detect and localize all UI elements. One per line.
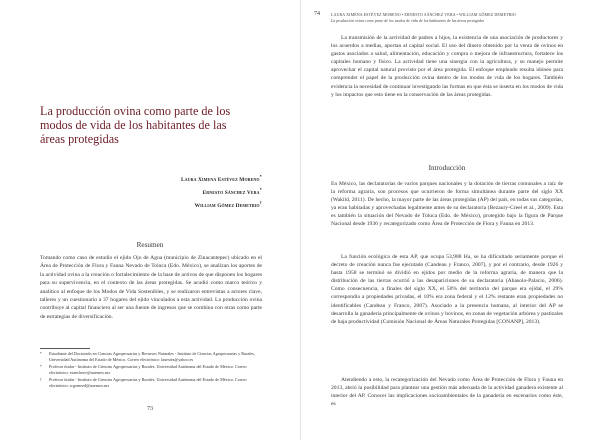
footnote-marker: † <box>259 200 262 206</box>
running-head-title: La producción ovina como parte de los modos de vida de los habitantes de las áreas protegidas <box>331 18 485 23</box>
page-number: 73 <box>147 406 153 412</box>
abstract-text: Tomando como caso de estudio el ejido Ojo de Agua (municipio de Zinacantepec) ubicado en el Área de Protección de Flora y Fauna Nevado de Toluca (Edo. México), se analizan los aportes de la actividad ovina a la creación o fortalecimiento de la base de activos de que disponen los hogares para su supervivencia, en el contexto de las áreas protegidas. Se acudió como marco teórico y analítico al enfoque de los Modos de Vida Sostenibles, y se realizaron entrevistas a actores clave, talleres y un cuestionario a 37 hogares del ejido vinculados a esta actividad. La producción ovina contribuye al capital financiero al ser una fuente de ingresos que se combina con otras como parte de estrategias de diversificación. <box>40 255 262 320</box>
article-title: La producción ovina como parte de los modos de vida de los habitantes de las áreas protegidas <box>40 104 231 146</box>
footnote <box>40 377 262 389</box>
body-paragraph: En México, las declaratorias de varios parques nacionales y la dotación de tierras comunales a raíz de la reforma agraria, son procesos que ocurrieron de forma simultánea durante parte del siglo XX (Wakild, 2011). De hecho, la mayor parte de las áreas protegidas (AP) del país, en todas sus categorías, ya eran habitadas y aprovechadas legalmente antes de su declaratoria (Bezaury-Creel et al., 2009). Esta es también la situación del Nevado de Toluca (Edo. de México), protegido bajo la figura de Parque Nacional desde 1936 y recategorizado como Área de Protección de Flora y Fauna en 2013. <box>331 181 563 228</box>
footnote-marker: * <box>259 187 262 193</box>
footnote-text: Estudiante del Doctorado en Ciencias Agropecuarias y Recursos Naturales - Instituto de Ciencias Agropecuarias y Rurales, Universidad Autónoma del Estado de México. Correo electrónico: lauestez@yahoo.es <box>49 351 256 362</box>
footnote-text: Profesor titular - Instituto de Ciencias Agropecuarias y Rurales, Universidad Autónoma del Estado de México. Correo electrónico: wgomezd@uaemex.mx <box>49 377 247 388</box>
footnote-text: Profesor titular - Instituto de Ciencias Agropecuarias y Rurales, Universidad Autónoma del Estado de México. Correo electrónico: esanchezv@uaemex.mx <box>49 364 247 375</box>
running-head-authors: LAURA XIMENA ESTÉVEZ MORENO • ERNESTO SÁNCHEZ VERA • WILLIAM GÓMEZ DEMETRIO <box>331 11 516 17</box>
footnote-rule <box>40 348 90 349</box>
body-paragraph: La función ecológica de esta AP, que ocupa 53,988 Ha, se ha dificultado seriamente porque el decreto de creación nunca fue ejecutado (Candeau y Franco, 2007), y por el contrario, desde 1926 y hasta 1958 se terminó se dividió en ejidos por medio de la reforma agraria, de manera que la distribución de las tierras ocurrió a las desapariciones de su declaratoria (Abasolo-Palacio, 2006). Como consecuencia, a finales del siglo XX, el 50% del territorio del parque era ejidal, el 29% correspondía a propiedades privadas, el 10% era zona federal y el 12% restante eran propiedades no identificables (Candeau y Franco, 2007). Asociado a la presencia humana, al interior del AP se desarrolla la ganadería principalmente de ovinos y bovinos, en zonas de vegetación arbórea y pastizales de baja productividad (Comisión Nacional de Áreas Naturales Protegidas [CONANP], 2013). <box>331 254 563 325</box>
footnote-mark: † <box>40 378 42 382</box>
footnote <box>40 364 262 376</box>
body-paragraph: La transmisión de la actividad de padres a hijos, la existencia de una asociación de productores y los acuerdos a medias, aportan al capital social. El uso del dinero obtenido por la venta de ovinos en gastos asociados a salud, alimentación, educación y compra o mejora de infraestructura, fortalece los capitales humano y físico. La actividad tiene una sinergia con la agricultura, y su manejo permite aprovechar el capital natural provisto por el área protegida. El enfoque empleado resulta idóneo para comprender el papel de la producción ovina dentro de los modos de vida de los hogares. También evidencia la necesidad de continuar investigando las formas en que ésta se inserta en los modos de vida y los impactos que esto tiene en la conservación de las áreas protegidas. <box>331 35 563 98</box>
author-line <box>181 198 262 211</box>
body-paragraph: Atendiendo a esto, la recategorización del Nevado como Área de Protección de Flora y Fauna en 2013, abrió la posibilidad para plantear una gestión más adecuada de la actividad ganadera existente al interior del AP. Conocer las implicaciones socioambientales de la ganadería en escenarios como éste, es <box>331 377 563 408</box>
author-line <box>181 172 262 185</box>
author-name: Laura Ximena Estévez Moreno <box>180 176 260 183</box>
abstract-heading: Resumen <box>136 241 164 249</box>
author-name: William Gómez Demetrio <box>194 203 260 210</box>
page-number: 74 <box>314 11 320 17</box>
right-page <box>300 0 600 440</box>
author-line <box>181 185 262 198</box>
section-heading: Introducción <box>428 164 466 172</box>
author-list <box>181 172 262 212</box>
footnote-mark: * <box>40 365 42 369</box>
footnote-mark: * <box>40 352 42 356</box>
footnote-marker: * <box>259 174 262 179</box>
footnote <box>40 351 262 363</box>
author-name: Ernesto Sánchez Vera <box>202 190 260 196</box>
footnotes <box>40 351 262 390</box>
